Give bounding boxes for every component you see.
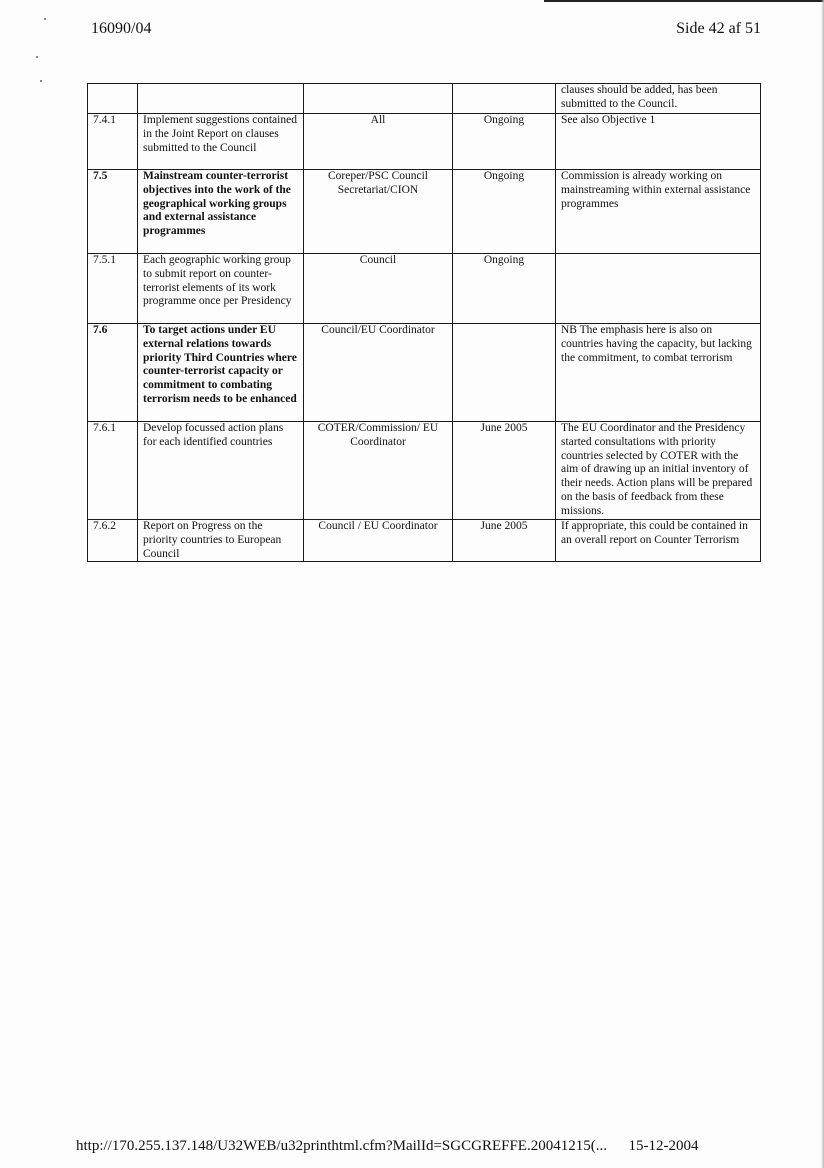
cell-deadline <box>453 324 556 422</box>
table-row <box>88 114 761 170</box>
table-row <box>88 170 761 254</box>
cell-deadline: June 2005 <box>453 422 556 520</box>
cell-responsible: Coreper/PSC Council Secretariat/CION <box>304 170 453 254</box>
print-date: 15-12-2004 <box>628 1138 699 1154</box>
cell-deadline <box>453 84 556 114</box>
table-row <box>88 324 761 422</box>
cell-deadline: June 2005 <box>453 520 556 562</box>
cell-responsible: Council / EU Coordinator <box>304 520 453 562</box>
scan-speck <box>40 80 42 82</box>
scan-edge-line <box>544 0 824 2</box>
table-row <box>88 254 761 324</box>
cell-comment: If appropriate, this could be contained in an overall report on Counter Terrorism <box>556 520 761 562</box>
cell-responsible: Council <box>304 254 453 324</box>
cell-deadline: Ongoing <box>453 254 556 324</box>
cell-action: Each geographic working group to submit report on counter-terrorist elements of its work programme once per Presidency <box>138 254 304 324</box>
cell-responsible: Council/EU Coordinator <box>304 324 453 422</box>
cell-action: Implement suggestions contained in the Joint Report on clauses submitted to the Council <box>138 114 304 170</box>
cell-number: 7.6.1 <box>88 422 138 520</box>
cell-comment: See also Objective 1 <box>556 114 761 170</box>
cell-number: 7.4.1 <box>88 114 138 170</box>
print-footer <box>76 1138 698 1155</box>
cell-number: 7.5 <box>88 170 138 254</box>
cell-comment: Commission is already working on mainstreaming within external assistance programmes <box>556 170 761 254</box>
table-row <box>88 520 761 562</box>
cell-number: 7.5.1 <box>88 254 138 324</box>
cell-number: 7.6.2 <box>88 520 138 562</box>
document-number: 16090/04 <box>91 20 152 37</box>
cell-action: To target actions under EU external relations towards priority Third Countries where counter-terrorist capacity or commitment to combating terrorism needs to be enhanced <box>138 324 304 422</box>
cell-action: Mainstream counter-terrorist objectives into the work of the geographical working groups and external assistance programmes <box>138 170 304 254</box>
cell-responsible: All <box>304 114 453 170</box>
cell-action: Report on Progress on the priority countries to European Council <box>138 520 304 562</box>
page-number: Side 42 af 51 <box>676 20 761 37</box>
cell-number: 7.6 <box>88 324 138 422</box>
scan-speck <box>44 18 46 20</box>
cell-comment <box>556 254 761 324</box>
source-url: http://170.255.137.148/U32WEB/u32printhtml.cfm?MailId=SGCGREFFE.20041215(... <box>76 1138 607 1154</box>
table-row <box>88 422 761 520</box>
cell-deadline: Ongoing <box>453 114 556 170</box>
cell-action <box>138 84 304 114</box>
cell-comment: The EU Coordinator and the Presidency started consultations with priority countries selected by COTER with the aim of drawing up an initial inventory of their needs. Action plans will be prepared on the basis of feedback from these missions. <box>556 422 761 520</box>
cell-deadline: Ongoing <box>453 170 556 254</box>
cell-comment: clauses should be added, has been submitted to the Council. <box>556 84 761 114</box>
scan-speck <box>36 56 38 58</box>
action-table <box>87 83 761 562</box>
cell-number <box>88 84 138 114</box>
cell-responsible <box>304 84 453 114</box>
table-row <box>88 84 761 114</box>
cell-action: Develop focussed action plans for each identified countries <box>138 422 304 520</box>
cell-responsible: COTER/Commission/ EU Coordinator <box>304 422 453 520</box>
cell-comment: NB The emphasis here is also on countries having the capacity, but lacking the commitment, to combat terrorism <box>556 324 761 422</box>
